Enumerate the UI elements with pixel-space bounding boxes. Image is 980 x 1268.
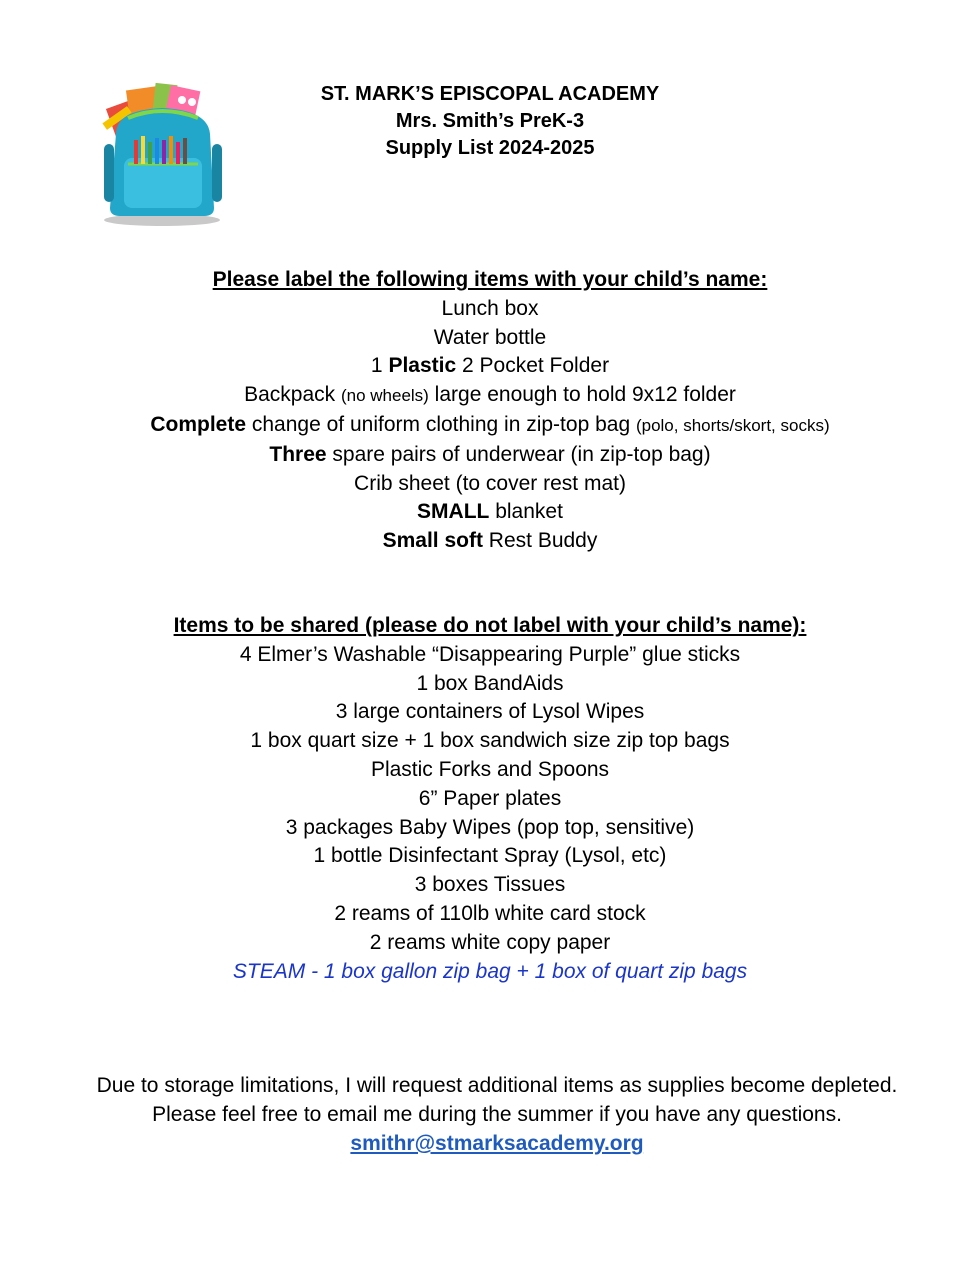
list-item: Water bottle (433, 325, 547, 349)
list-item: 3 packages Baby Wipes (pop top, sensitive) (285, 815, 695, 839)
footer-line-2: Please feel free to email me during the summer if you have any questions. (152, 1103, 842, 1126)
list-item: 1 box quart size + 1 box sandwich size zip top bags (250, 729, 730, 753)
list-item: 1 box BandAids (416, 671, 564, 695)
list-item: 2 reams of 110lb white card stock (334, 901, 646, 925)
list-item: 1 Plastic 2 Pocket Folder (370, 354, 610, 378)
list-item: Backpack (no wheels) large enough to hold 9x12 folder (244, 383, 736, 407)
school-name: ST. MARK’S EPISCOPAL ACADEMY (320, 83, 660, 105)
list-item: 3 boxes Tissues (414, 873, 566, 897)
list-item: Small soft Rest Buddy (382, 529, 598, 553)
list-item: Crib sheet (to cover rest mat) (354, 471, 626, 495)
list-item: 3 large containers of Lysol Wipes (335, 700, 645, 724)
backpack-icon (98, 74, 228, 226)
shared-items-section (0, 612, 980, 986)
teacher-class: Mrs. Smith’s PreK-3 (395, 110, 585, 132)
list-item: 6” Paper plates (418, 786, 562, 810)
shared-section-title: Items to be shared (please do not label with your child’s name): (173, 614, 807, 637)
footer-note (0, 1071, 980, 1158)
list-item: Complete change of uniform clothing in zip-top bag (polo, shorts/skort, socks) (150, 412, 830, 436)
list-item: 1 bottle Disinfectant Spray (Lysol, etc) (313, 844, 667, 868)
steam-item: STEAM - 1 box gallon zip bag + 1 box of quart zip bags (232, 959, 748, 983)
list-item: Three spare pairs of underwear (in zip-top bag) (269, 442, 711, 466)
labeled-section-title: Please label the following items with your child’s name: (212, 268, 768, 291)
list-item: SMALL blanket (417, 500, 563, 524)
footer-line-1: Due to storage limitations, I will request additional items as supplies become depleted. (96, 1074, 898, 1097)
list-item: 2 reams white copy paper (369, 930, 611, 954)
document-header (280, 81, 700, 162)
list-item: 4 Elmer’s Washable “Disappearing Purple” glue sticks (239, 642, 741, 666)
list-item: Lunch box (441, 296, 539, 320)
document-title: Supply List 2024-2025 (385, 137, 595, 159)
labeled-items-section (0, 266, 980, 556)
email-link[interactable]: smithr@stmarksacademy.org (350, 1132, 644, 1155)
list-item: Plastic Forks and Spoons (370, 757, 610, 781)
